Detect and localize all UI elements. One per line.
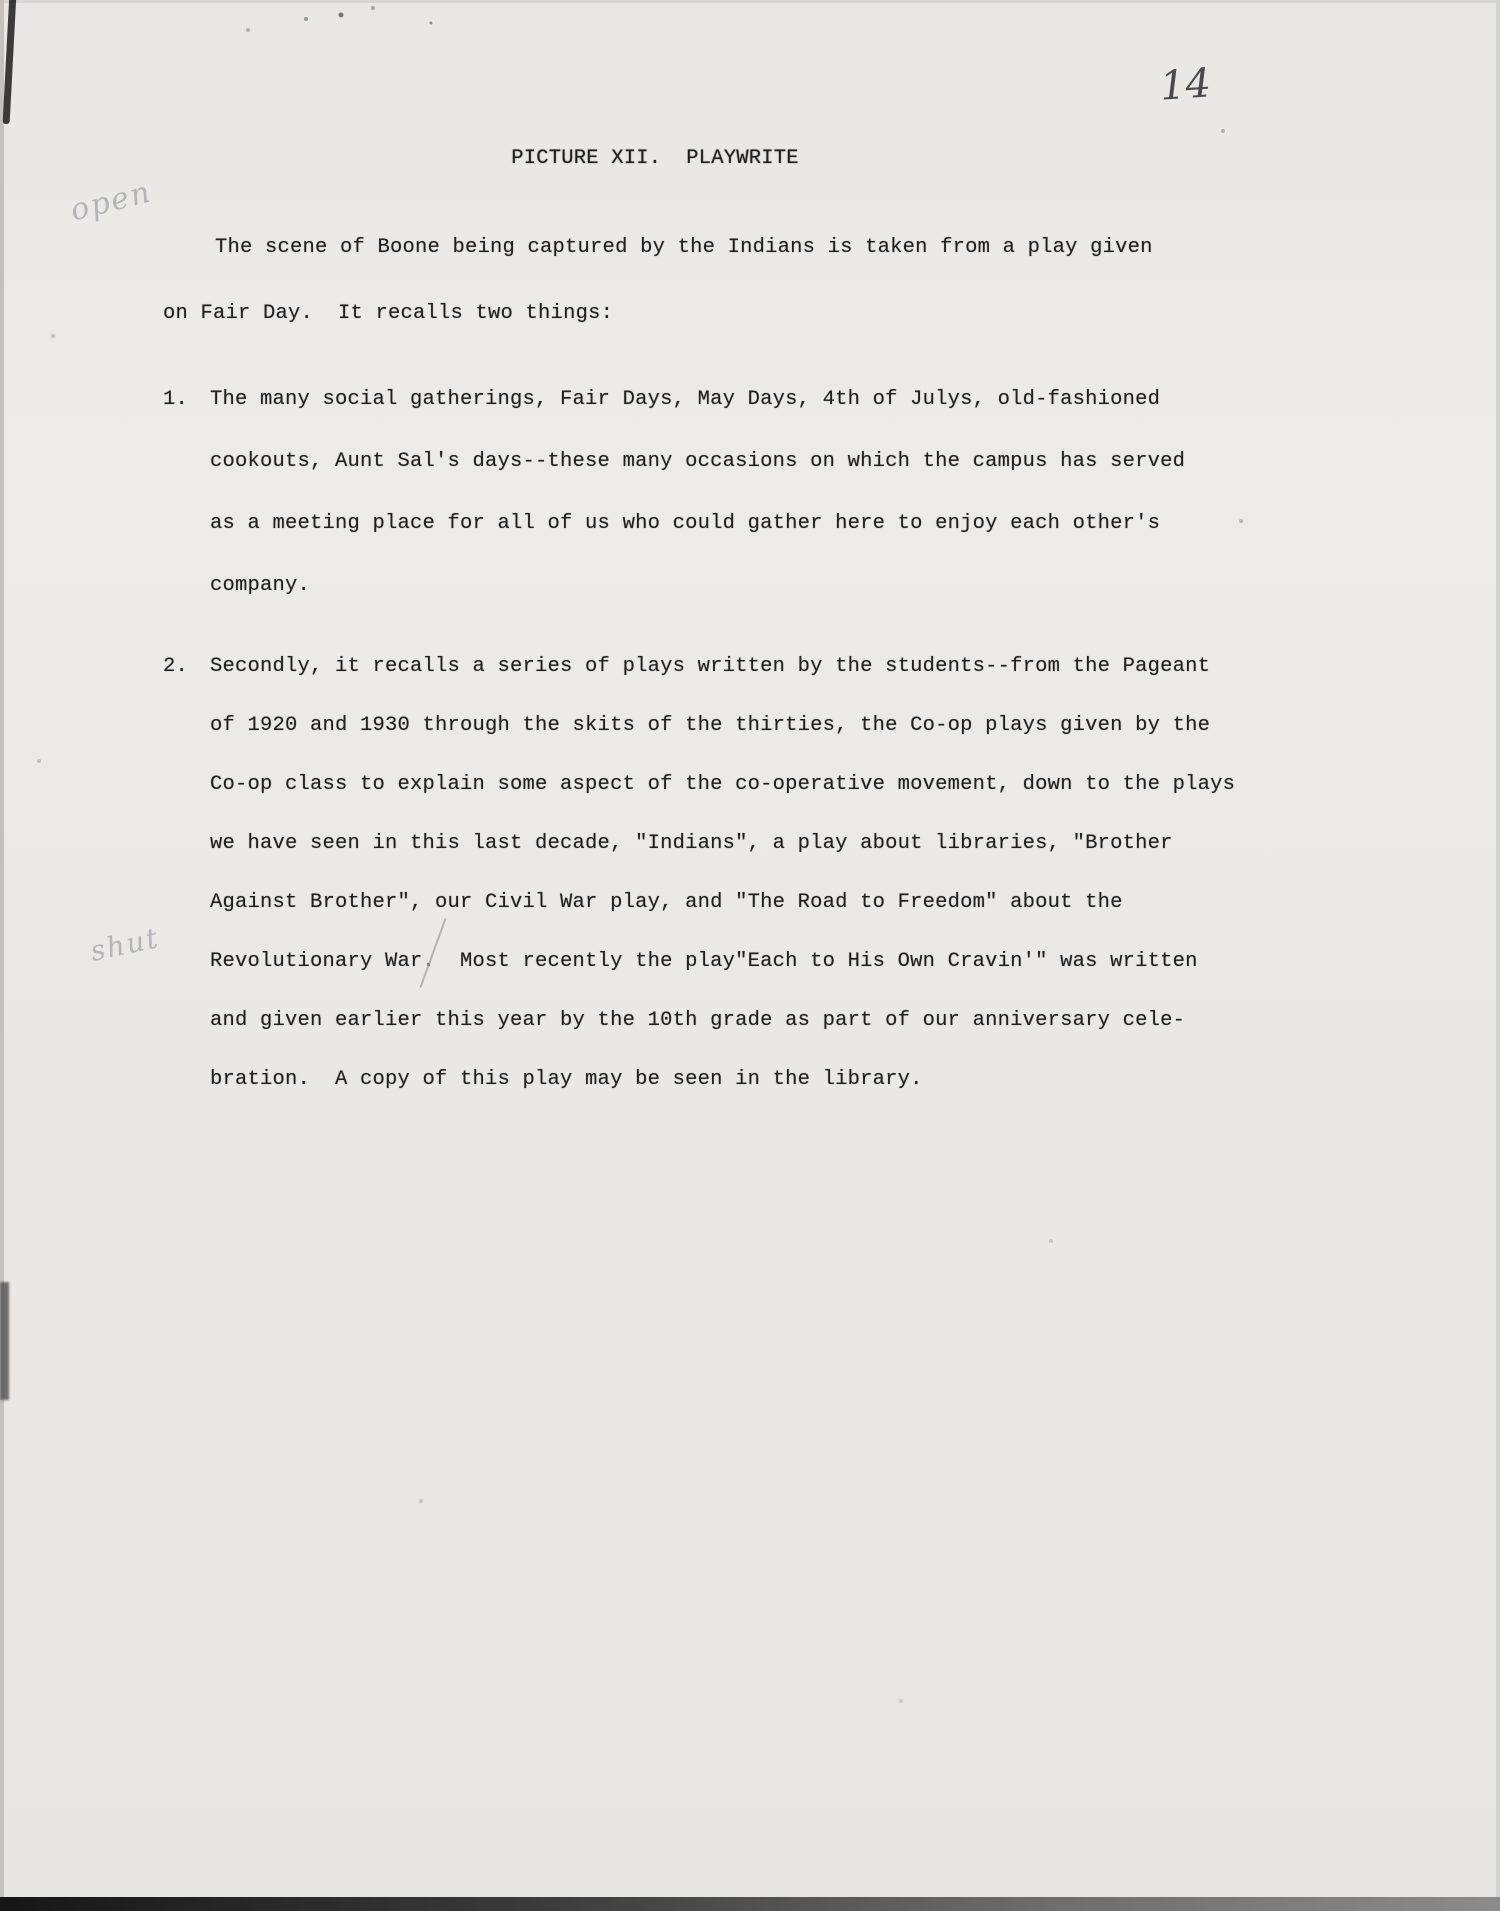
list-item-line: Co-op class to explain some aspect of the co-operative movement, down to the plays [210,773,1236,796]
list-item-line: Secondly, it recalls a series of plays written by the students--from the Pageant [210,655,1211,678]
list-item-number: 1. [163,388,189,411]
paragraph-line: on Fair Day. It recalls two things: [163,302,614,325]
page-number: 14 [1158,60,1213,110]
list-item-line: cookouts, Aunt Sal's days--these many occasions on which the campus has served [210,450,1186,473]
list-item-line: and given earlier this year by the 10th grade as part of our anniversary cele- [210,1009,1186,1032]
list-item-line: of 1920 and 1930 through the skits of the thirties, the Co-op plays given by the [210,714,1211,737]
document-title: PICTURE XII. PLAYWRITE [511,147,799,170]
list-item-line: as a meeting place for all of us who could gather here to enjoy each other's [210,512,1161,535]
scan-edge-left [0,0,4,1911]
list-item-line: we have seen in this last decade, "Indians", a play about libraries, "Brother [210,832,1173,855]
list-item-number: 2. [163,655,189,678]
handwritten-annotation-open: open [66,174,156,229]
scan-edge-bottom [0,1897,1500,1911]
list-item-line: bration. A copy of this play may be seen in the library. [210,1068,923,1091]
paragraph-line: The scene of Boone being captured by the Indians is taken from a play given [215,236,1153,259]
scan-smudge-left [0,1282,9,1400]
list-item-line: The many social gatherings, Fair Days, May Days, 4th of Julys, old-fashioned [210,388,1161,411]
list-item-line: company. [210,574,311,597]
paper-speckles [0,0,2,2]
list-item-line: Revolutionary War. Most recently the play"Each to His Own Cravin'" was written [210,950,1198,973]
scan-edge-right [1496,0,1500,1911]
scan-edge-top [0,0,1500,3]
scan-tear-top-left [3,0,17,124]
handwritten-annotation-shut: shut [87,921,163,968]
list-item-line: Against Brother", our Civil War play, and "The Road to Freedom" about the [210,891,1123,914]
